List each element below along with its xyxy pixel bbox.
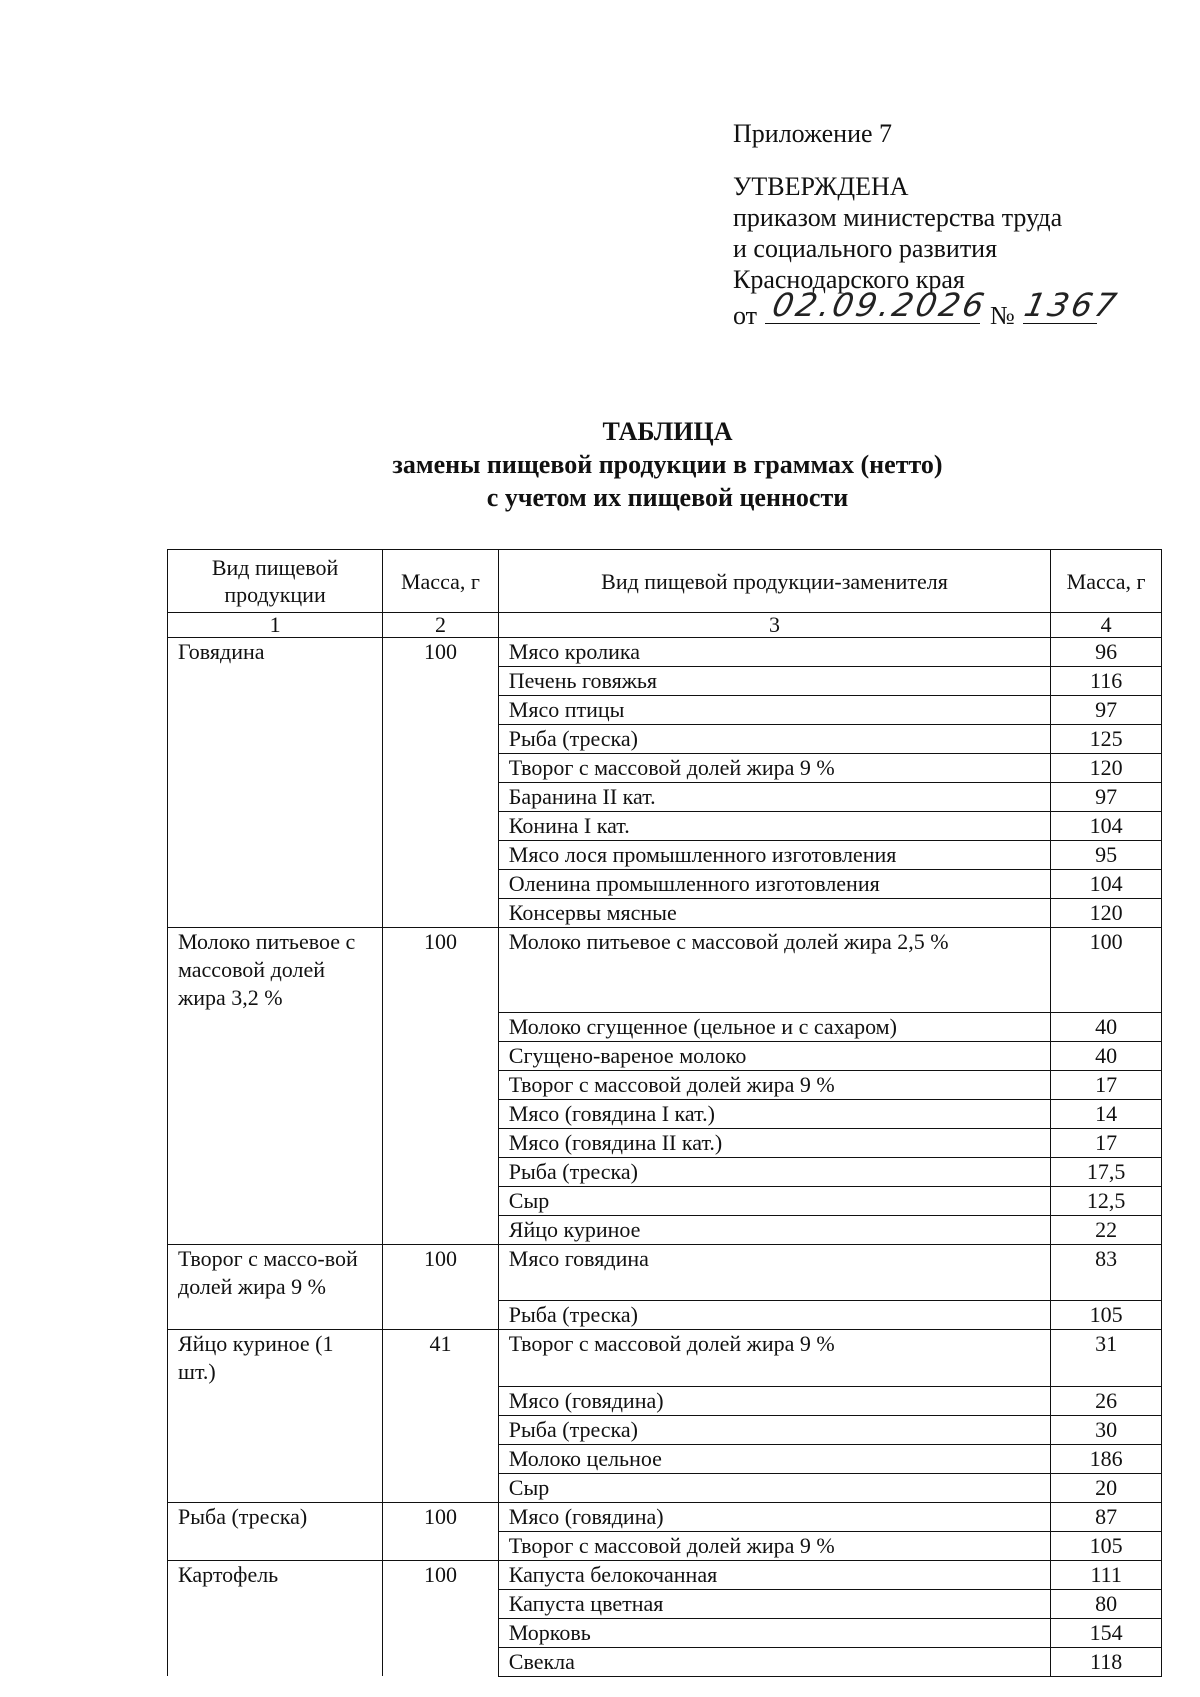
table-row <box>168 725 1162 754</box>
substitute-name: Мясо (говядина) <box>498 1386 1051 1415</box>
substitute-mass: 111 <box>1051 1560 1162 1589</box>
table-row <box>168 841 1162 870</box>
product-mass: 100 <box>383 1502 499 1531</box>
product-name-span <box>168 1099 383 1128</box>
substitute-mass: 20 <box>1051 1473 1162 1502</box>
substitute-mass: 30 <box>1051 1415 1162 1444</box>
product-mass: 100 <box>383 1560 499 1589</box>
table-row <box>168 754 1162 783</box>
table-row <box>168 1444 1162 1473</box>
substitute-mass: 105 <box>1051 1531 1162 1560</box>
substitute-name: Мясо птицы <box>498 696 1051 725</box>
substitute-name: Мясо говядина <box>498 1244 1051 1301</box>
title-line-3: с учетом их пищевой ценности <box>486 483 849 512</box>
table-row <box>168 1186 1162 1215</box>
table-row <box>168 1070 1162 1099</box>
substitute-name: Рыба (треска) <box>498 1415 1051 1444</box>
table-row <box>168 1012 1162 1041</box>
substitute-mass: 186 <box>1051 1444 1162 1473</box>
substitute-name: Молоко цельное <box>498 1444 1051 1473</box>
product-mass-span <box>383 1444 499 1473</box>
handwritten-date: 02.09.2026 <box>769 286 991 324</box>
header-mass: Масса, г <box>383 550 499 613</box>
substitute-mass: 96 <box>1051 638 1162 667</box>
substitute-name: Мясо кролика <box>498 638 1051 667</box>
table-row <box>168 1330 1162 1387</box>
substitute-mass: 118 <box>1051 1647 1162 1676</box>
number-underline <box>1020 286 1123 324</box>
substitute-mass: 125 <box>1051 725 1162 754</box>
substitute-mass: 17,5 <box>1051 1157 1162 1186</box>
product-name-span <box>168 1128 383 1157</box>
table-row <box>168 1099 1162 1128</box>
column-number: 1 <box>168 613 383 638</box>
substitute-mass: 116 <box>1051 667 1162 696</box>
substitute-name: Рыба (треска) <box>498 725 1051 754</box>
substitute-name: Мясо (говядина) <box>498 1502 1051 1531</box>
substitute-name: Сыр <box>498 1186 1051 1215</box>
product-mass-span <box>383 1473 499 1502</box>
substitute-mass: 87 <box>1051 1502 1162 1531</box>
table-row <box>168 1502 1162 1531</box>
date-underline <box>765 286 991 324</box>
table-row <box>168 1244 1162 1301</box>
table-row <box>168 870 1162 899</box>
substitute-mass: 26 <box>1051 1386 1162 1415</box>
product-mass-span <box>383 1099 499 1128</box>
product-mass-span <box>383 1157 499 1186</box>
table-row <box>168 1415 1162 1444</box>
approval-block <box>733 118 1123 331</box>
column-number: 4 <box>1051 613 1162 638</box>
substitute-name: Рыба (треска) <box>498 1301 1051 1330</box>
product-mass-span <box>383 1647 499 1676</box>
product-mass-span <box>383 812 499 841</box>
substitute-name: Яйцо куриное <box>498 1215 1051 1244</box>
substitute-mass: 40 <box>1051 1041 1162 1070</box>
product-mass-span <box>383 1589 499 1618</box>
number-label: № <box>990 301 1015 330</box>
product-mass-span <box>383 1386 499 1415</box>
column-number-row <box>168 613 1162 638</box>
product-name-span <box>168 1589 383 1618</box>
substitute-name: Мясо (говядина I кат.) <box>498 1099 1051 1128</box>
product-mass-span <box>383 899 499 928</box>
product-name: Картофель <box>168 1560 383 1589</box>
table-row <box>168 1531 1162 1560</box>
product-name: Говядина <box>168 638 383 667</box>
substitute-name: Сгущено-вареное молоко <box>498 1041 1051 1070</box>
product-name-span <box>168 696 383 725</box>
table-row <box>168 1560 1162 1589</box>
substitute-mass: 12,5 <box>1051 1186 1162 1215</box>
product-mass-span <box>383 1215 499 1244</box>
substitute-mass: 80 <box>1051 1589 1162 1618</box>
product-name: Творог с массо-вой долей жира 9 % <box>168 1244 383 1301</box>
table-row <box>168 1301 1162 1330</box>
table-row <box>168 1473 1162 1502</box>
approval-line-2: и социального развития <box>733 234 998 263</box>
product-mass-span <box>383 754 499 783</box>
table-row <box>168 1157 1162 1186</box>
from-label: от <box>733 301 758 330</box>
product-name-span <box>168 812 383 841</box>
product-name-span <box>168 1215 383 1244</box>
table-row <box>168 1386 1162 1415</box>
product-mass-span <box>383 1012 499 1041</box>
appendix-label: Приложение 7 <box>733 119 893 148</box>
substitute-name: Мясо (говядина II кат.) <box>498 1128 1051 1157</box>
substitute-name: Творог с массовой долей жира 9 % <box>498 1330 1051 1387</box>
column-number: 2 <box>383 613 499 638</box>
handwritten-number: 1367 <box>1020 286 1123 324</box>
header-product: Вид пищевой продукции <box>168 550 383 613</box>
product-name: Рыба (треска) <box>168 1502 383 1531</box>
product-name-span <box>168 1415 383 1444</box>
product-mass-span <box>383 1041 499 1070</box>
product-name-span <box>168 870 383 899</box>
product-mass-span <box>383 841 499 870</box>
substitute-name: Молоко питьевое с массовой долей жира 2,5 % <box>498 928 1051 1013</box>
product-name-span <box>168 1186 383 1215</box>
substitute-name: Конина I кат. <box>498 812 1051 841</box>
product-mass: 100 <box>383 638 499 667</box>
substitute-mass: 97 <box>1051 783 1162 812</box>
product-name-span <box>168 1531 383 1560</box>
order-date-line <box>733 286 1123 331</box>
substitute-name: Баранина II кат. <box>498 783 1051 812</box>
header-substitute: Вид пищевой продукции-заменителя <box>498 550 1051 613</box>
substitute-name: Творог с массовой долей жира 9 % <box>498 1070 1051 1099</box>
approval-line-1: приказом министерства труда <box>733 203 1063 232</box>
product-mass-span <box>383 1618 499 1647</box>
product-name-span <box>168 899 383 928</box>
substitute-mass: 120 <box>1051 754 1162 783</box>
product-name-span <box>168 1157 383 1186</box>
substitute-mass: 31 <box>1051 1330 1162 1387</box>
substitution-table <box>167 549 1162 1677</box>
product-mass-span <box>383 783 499 812</box>
product-mass-span <box>383 696 499 725</box>
product-mass-span <box>383 1186 499 1215</box>
product-name-span <box>168 725 383 754</box>
substitute-mass: 83 <box>1051 1244 1162 1301</box>
approved-label: УТВЕРЖДЕНА <box>733 172 909 201</box>
document-title <box>0 415 1200 514</box>
product-name-span <box>168 1647 383 1676</box>
table-row <box>168 1589 1162 1618</box>
product-mass-span <box>383 1070 499 1099</box>
substitute-name: Морковь <box>498 1618 1051 1647</box>
substitute-name: Мясо лося промышленного изготовления <box>498 841 1051 870</box>
substitute-name: Капуста цветная <box>498 1589 1051 1618</box>
substitute-mass: 17 <box>1051 1070 1162 1099</box>
substitute-name: Молоко сгущенное (цельное и с сахаром) <box>498 1012 1051 1041</box>
substitute-name: Оленина промышленного изготовления <box>498 870 1051 899</box>
table-row <box>168 1618 1162 1647</box>
substitute-mass: 120 <box>1051 899 1162 928</box>
substitute-mass: 154 <box>1051 1618 1162 1647</box>
product-name: Яйцо куриное (1 шт.) <box>168 1330 383 1387</box>
product-name-span <box>168 667 383 696</box>
title-line-2: замены пищевой продукции в граммах (нетто) <box>392 450 943 479</box>
product-name-span <box>168 1386 383 1415</box>
table-body <box>168 613 1162 1677</box>
column-number: 3 <box>498 613 1051 638</box>
table-row <box>168 928 1162 1013</box>
substitute-mass: 40 <box>1051 1012 1162 1041</box>
product-mass-span <box>383 1301 499 1330</box>
table-header-row <box>168 550 1162 613</box>
substitute-mass: 104 <box>1051 870 1162 899</box>
table-row <box>168 1128 1162 1157</box>
table-row <box>168 783 1162 812</box>
product-mass-span <box>383 1415 499 1444</box>
substitute-name: Консервы мясные <box>498 899 1051 928</box>
product-mass-span <box>383 1128 499 1157</box>
substitute-name: Свекла <box>498 1647 1051 1676</box>
substitute-mass: 104 <box>1051 812 1162 841</box>
approval-line-3: Краснодарского края <box>733 265 965 294</box>
table-row <box>168 696 1162 725</box>
table-row <box>168 638 1162 667</box>
substitute-name: Сыр <box>498 1473 1051 1502</box>
product-mass-span <box>383 870 499 899</box>
substitute-name: Капуста белокочанная <box>498 1560 1051 1589</box>
product-name-span <box>168 1070 383 1099</box>
product-name-span <box>168 754 383 783</box>
substitute-mass: 14 <box>1051 1099 1162 1128</box>
table-row <box>168 667 1162 696</box>
title-line-1: ТАБЛИЦА <box>602 417 733 446</box>
substitute-mass: 100 <box>1051 928 1162 1013</box>
header-substitute-mass: Масса, г <box>1051 550 1162 613</box>
product-mass: 100 <box>383 928 499 1013</box>
table-row <box>168 1041 1162 1070</box>
product-mass: 100 <box>383 1244 499 1301</box>
product-name-span <box>168 1473 383 1502</box>
table-row <box>168 812 1162 841</box>
product-mass-span <box>383 667 499 696</box>
substitute-mass: 17 <box>1051 1128 1162 1157</box>
product-name-span <box>168 841 383 870</box>
substitute-name: Рыба (треска) <box>498 1157 1051 1186</box>
substitute-name: Печень говяжья <box>498 667 1051 696</box>
product-name: Молоко питьевое с массовой долей жира 3,2 % <box>168 928 383 1013</box>
product-mass-span <box>383 725 499 754</box>
table-row <box>168 899 1162 928</box>
table-row <box>168 1215 1162 1244</box>
product-name-span <box>168 1041 383 1070</box>
substitute-mass: 97 <box>1051 696 1162 725</box>
substitute-name: Творог с массовой долей жира 9 % <box>498 754 1051 783</box>
substitute-mass: 22 <box>1051 1215 1162 1244</box>
product-mass: 41 <box>383 1330 499 1387</box>
product-name-span <box>168 1012 383 1041</box>
product-name-span <box>168 1444 383 1473</box>
table-row <box>168 1647 1162 1676</box>
substitute-mass: 105 <box>1051 1301 1162 1330</box>
product-name-span <box>168 1618 383 1647</box>
substitute-name: Творог с массовой долей жира 9 % <box>498 1531 1051 1560</box>
product-mass-span <box>383 1531 499 1560</box>
product-name-span <box>168 783 383 812</box>
substitute-mass: 95 <box>1051 841 1162 870</box>
product-name-span <box>168 1301 383 1330</box>
